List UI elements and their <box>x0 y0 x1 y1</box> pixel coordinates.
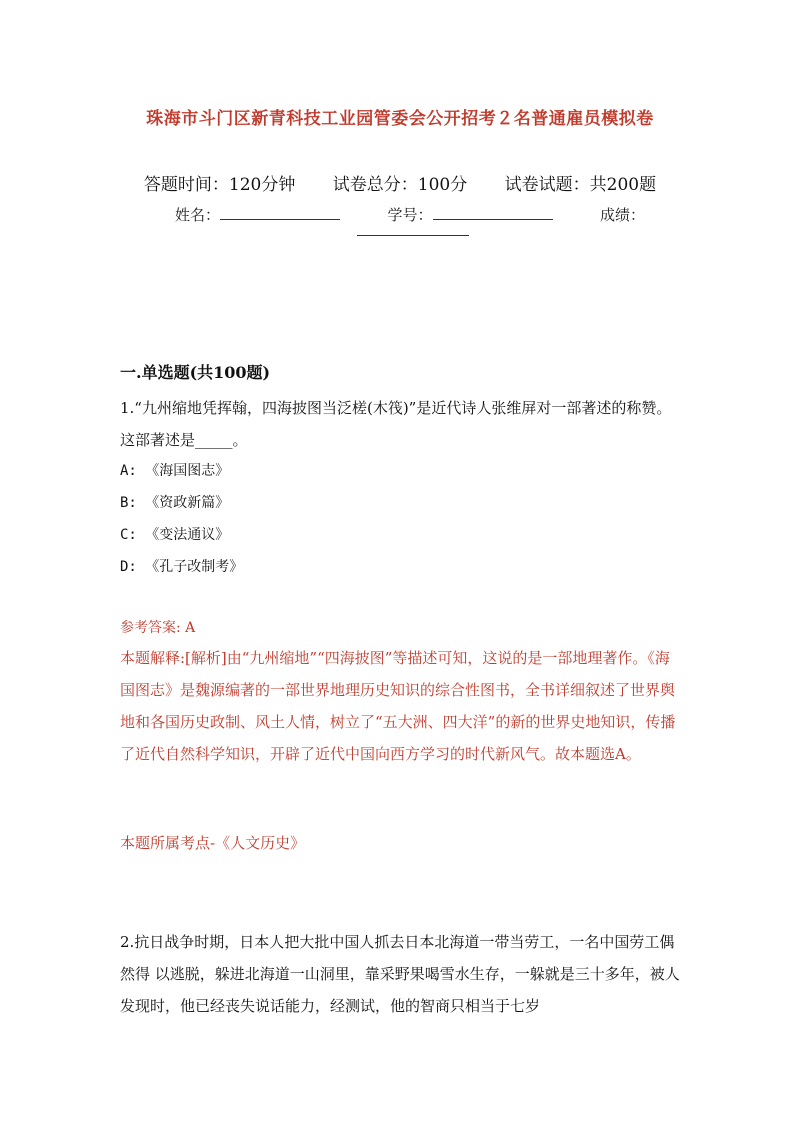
exam-meta <box>0 170 800 195</box>
exam-time: 答题时间：120分钟 <box>143 175 296 195</box>
option-a-key: A: <box>120 463 137 479</box>
id-label: 学号： <box>387 206 433 224</box>
option-d[interactable] <box>120 556 243 576</box>
student-fields <box>175 204 645 225</box>
option-b-key: B: <box>120 495 137 511</box>
exam-total-score: 试卷总分：100分 <box>332 175 468 195</box>
option-d-key: D: <box>120 559 137 575</box>
option-c-key: C: <box>120 527 137 543</box>
section-title: 一.单选题(共100题) <box>120 363 271 382</box>
option-b[interactable] <box>120 492 229 512</box>
question-1-text: 1.“九州缩地凭挥翰，四海披图当泛槎(木筏)”是近代诗人张维屏对一部著述的称赞。这部著述是_____。 <box>120 399 672 449</box>
grade-label: 成绩： <box>599 206 645 224</box>
id-field[interactable] <box>387 204 552 225</box>
option-a[interactable] <box>120 460 229 480</box>
option-d-text: 《孔子改制考》 <box>145 559 244 575</box>
option-c[interactable] <box>120 524 229 544</box>
id-blank[interactable] <box>433 205 553 220</box>
option-b-text: 《资政新篇》 <box>145 495 230 511</box>
name-blank[interactable] <box>220 205 340 220</box>
name-field[interactable] <box>175 204 340 225</box>
document-title: 珠海市斗门区新青科技工业园管委会公开招考２名普通雇员模拟卷 <box>146 109 654 129</box>
answer-text: 参考答案: A <box>120 620 196 636</box>
explanation-text: 本题解释:[解析]由“九州缩地”“四海披图”等描述可知，这说的是一部地理著作。《海国图志》是魏源编著的一部世界地理历史知识的综合性图书，全书详细叙述了世界舆地和各国历史政制、风土人情，树立了“五大洲、四大洋”的新的世界史地知识，传播了近代自然科学知识，开辟了近代中国向西方学习的时代新风气。故本题选A。 <box>120 649 676 763</box>
option-c-text: 《变法通议》 <box>145 527 230 543</box>
grade-field <box>600 204 645 225</box>
grade-blank[interactable] <box>357 235 469 236</box>
topic-tag: 本题所属考点-《人文历史》 <box>120 834 306 852</box>
exam-total-questions: 试卷试题：共200题 <box>504 175 657 195</box>
question-2-text: 2.抗日战争时期，日本人把大批中国人抓去日本北海道一带当劳工，一名中国劳工偶然得 以逃脱，躲进北海道一山洞里，靠采野果喝雪水生存，一躲就是三十多年，被人发现时，他已经丧失说话能力，经测试，他的智商只相当于七岁 <box>120 933 680 1015</box>
option-a-text: 《海国图志》 <box>145 463 230 479</box>
name-label: 姓名： <box>175 206 221 224</box>
